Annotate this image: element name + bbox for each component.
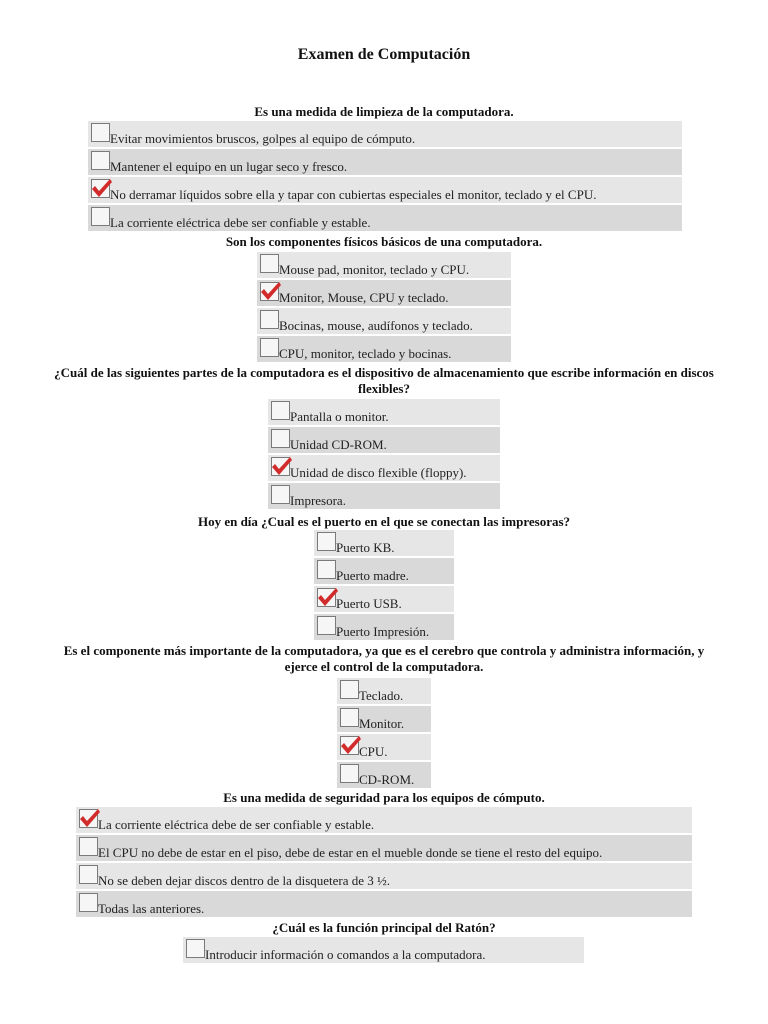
- question-3: ¿Cuál de las siguientes partes de la computadora es el dispositivo de almacenamiento que escribe información en discos flexibles?: [54, 365, 714, 396]
- option-label: Bocinas, mouse, audífonos y teclado.: [279, 318, 473, 333]
- option-label: Pantalla o monitor.: [290, 409, 389, 424]
- option-label: Unidad CD-ROM.: [290, 437, 387, 452]
- option-label: CPU, monitor, teclado y bocinas.: [279, 346, 452, 361]
- option-label: Mouse pad, monitor, teclado y CPU.: [279, 262, 470, 277]
- option-3-2[interactable]: [268, 427, 500, 453]
- option-label: No se deben dejar discos dentro de la disquetera de 3 ½.: [98, 873, 391, 888]
- checkbox-icon[interactable]: [79, 893, 98, 912]
- question-6: Es una medida de seguridad para los equipos de cómputo.: [223, 790, 545, 805]
- checkmark-icon[interactable]: [91, 179, 110, 198]
- checkbox-icon[interactable]: [317, 560, 336, 579]
- option-2-3[interactable]: [257, 308, 511, 334]
- option-label: CD-ROM.: [359, 772, 415, 787]
- option-label: No derramar líquidos sobre ella y tapar con cubiertas especiales el monitor, teclado y el CPU.: [110, 187, 597, 202]
- checkbox-icon[interactable]: [91, 151, 110, 170]
- option-4-3[interactable]: [314, 586, 454, 612]
- checkbox-icon[interactable]: [340, 708, 359, 727]
- options-4: [314, 530, 454, 642]
- option-5-4[interactable]: [337, 762, 431, 788]
- checkbox-icon[interactable]: [91, 207, 110, 226]
- checkbox-icon[interactable]: [317, 616, 336, 635]
- checkbox-icon[interactable]: [317, 532, 336, 551]
- checkbox-icon[interactable]: [271, 429, 290, 448]
- checkmark-icon[interactable]: [340, 736, 359, 755]
- option-5-3[interactable]: [337, 734, 431, 760]
- question-5: Es el componente más importante de la computadora, ya que es el cerebro que controla y administra información, y ejerce el control de la computadora.: [63, 643, 705, 674]
- checkbox-icon[interactable]: [260, 254, 279, 273]
- checkbox-icon[interactable]: [91, 123, 110, 142]
- question-7: ¿Cuál es la función principal del Ratón?: [272, 920, 496, 935]
- exam-title: Examen de Computación: [297, 46, 471, 63]
- option-label: La corriente eléctrica debe ser confiable y estable.: [110, 215, 371, 230]
- option-4-4[interactable]: [314, 614, 454, 640]
- option-7-1[interactable]: [183, 937, 584, 963]
- option-label: Evitar movimientos bruscos, golpes al equipo de cómputo.: [110, 131, 416, 146]
- option-1-1[interactable]: [88, 121, 682, 147]
- checkmark-icon[interactable]: [317, 588, 336, 607]
- options-7: [183, 937, 584, 965]
- option-label: Puerto madre.: [336, 568, 409, 583]
- option-6-1[interactable]: [76, 807, 692, 833]
- checkbox-icon[interactable]: [260, 338, 279, 357]
- option-1-2[interactable]: [88, 149, 682, 175]
- option-4-1[interactable]: [314, 530, 454, 556]
- option-5-1[interactable]: [337, 678, 431, 704]
- checkmark-icon[interactable]: [79, 809, 98, 828]
- checkbox-icon[interactable]: [271, 485, 290, 504]
- options-1: [88, 121, 682, 233]
- option-label: Monitor, Mouse, CPU y teclado.: [279, 290, 449, 305]
- question-2: Son los componentes físicos básicos de una computadora.: [225, 234, 543, 249]
- option-3-3[interactable]: [268, 455, 500, 481]
- option-2-1[interactable]: [257, 252, 511, 278]
- checkmark-icon[interactable]: [260, 282, 279, 301]
- checkbox-icon[interactable]: [271, 401, 290, 420]
- option-6-4[interactable]: [76, 891, 692, 917]
- checkbox-icon[interactable]: [260, 310, 279, 329]
- option-3-4[interactable]: [268, 483, 500, 509]
- checkbox-icon[interactable]: [186, 939, 205, 958]
- checkmark-icon[interactable]: [271, 457, 290, 476]
- option-label: Mantener el equipo en un lugar seco y fresco.: [110, 159, 348, 174]
- option-label: La corriente eléctrica debe de ser confiable y estable.: [98, 817, 375, 832]
- option-6-3[interactable]: [76, 863, 692, 889]
- option-1-3[interactable]: [88, 177, 682, 203]
- option-6-2[interactable]: [76, 835, 692, 861]
- option-label: CPU.: [359, 744, 388, 759]
- option-3-1[interactable]: [268, 399, 500, 425]
- option-label: Monitor.: [359, 716, 405, 731]
- checkbox-icon[interactable]: [340, 764, 359, 783]
- option-2-4[interactable]: [257, 336, 511, 362]
- option-5-2[interactable]: [337, 706, 431, 732]
- question-4: Hoy en día ¿Cual es el puerto en el que se conectan las impresoras?: [197, 514, 571, 529]
- option-1-4[interactable]: [88, 205, 682, 231]
- option-label: Puerto Impresión.: [336, 624, 430, 639]
- options-2: [257, 252, 511, 364]
- checkbox-icon[interactable]: [79, 865, 98, 884]
- options-6: [76, 807, 692, 919]
- option-label: Puerto KB.: [336, 540, 395, 555]
- option-label: El CPU no debe de estar en el piso, debe de estar en el mueble donde se tiene el resto del equipo.: [98, 845, 603, 860]
- option-label: Puerto USB.: [336, 596, 402, 611]
- checkbox-icon[interactable]: [340, 680, 359, 699]
- option-label: Introducir información o comandos a la computadora.: [205, 947, 486, 962]
- option-2-2[interactable]: [257, 280, 511, 306]
- option-label: Todas las anteriores.: [98, 901, 205, 916]
- options-3: [268, 399, 500, 511]
- options-5: [337, 678, 431, 790]
- question-1: Es una medida de limpieza de la computadora.: [254, 104, 514, 119]
- option-label: Impresora.: [290, 493, 346, 508]
- option-label: Teclado.: [359, 688, 404, 703]
- option-4-2[interactable]: [314, 558, 454, 584]
- checkbox-icon[interactable]: [79, 837, 98, 856]
- option-label: Unidad de disco flexible (floppy).: [290, 465, 467, 480]
